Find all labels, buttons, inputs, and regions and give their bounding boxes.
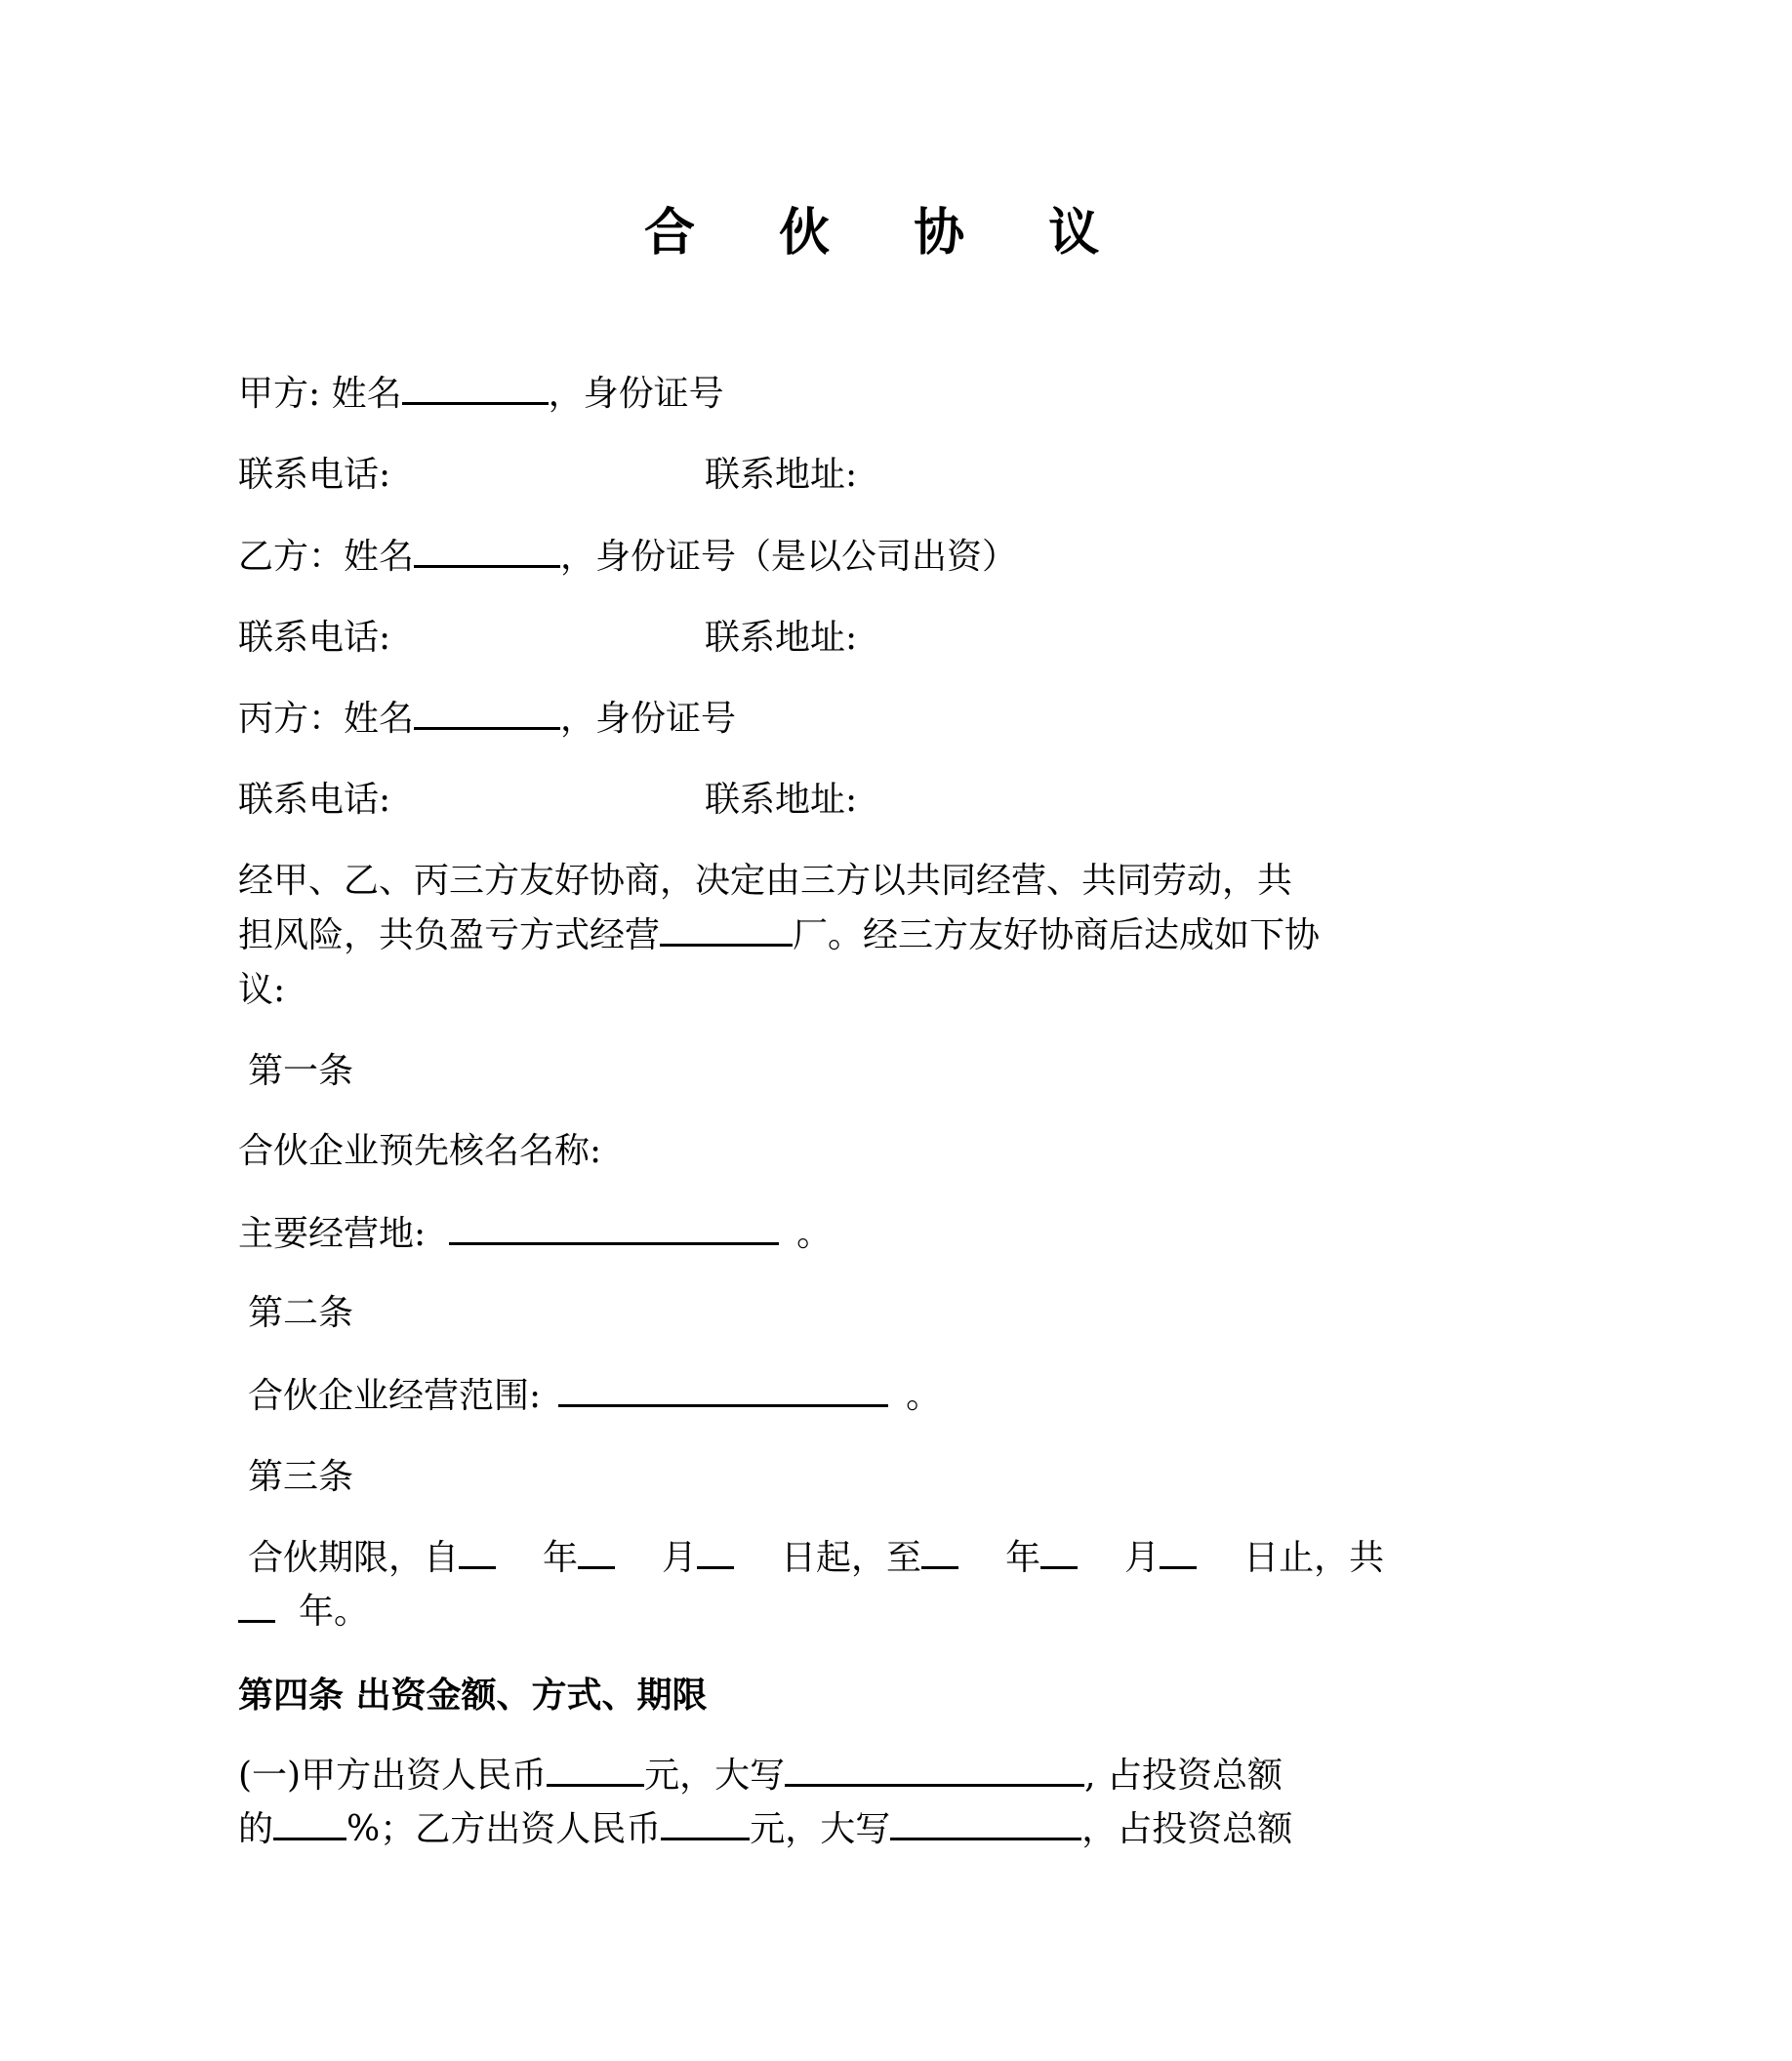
article-3-heading: 第三条 <box>248 1457 354 1497</box>
party-b-amount-words-blank[interactable] <box>890 1808 1081 1840</box>
contribution-text: (一)甲方出资人民币 <box>238 1756 548 1796</box>
party-c-id-label: ，身份证号 <box>560 699 737 739</box>
party-c-phone-label: 联系电话: <box>238 780 391 820</box>
party-a-amount-words-blank[interactable] <box>785 1755 1084 1787</box>
period: 。 <box>906 1376 942 1416</box>
term-text: 年 <box>1005 1538 1041 1578</box>
intro-line-3: 议: <box>238 970 286 1010</box>
total-years-blank[interactable] <box>238 1591 275 1623</box>
contribution-text: %；乙方出资人民币 <box>346 1809 662 1849</box>
business-place-label: 主要经营地: <box>238 1214 427 1254</box>
factory-name-blank[interactable] <box>660 914 793 947</box>
article-2-heading: 第二条 <box>248 1293 354 1333</box>
start-year-blank[interactable] <box>459 1537 496 1569</box>
business-place-blank[interactable] <box>449 1213 779 1245</box>
contribution-text: 元，大写 <box>644 1756 786 1796</box>
party-b-amount-blank[interactable] <box>661 1808 750 1840</box>
party-b-phone-label: 联系电话: <box>238 618 391 658</box>
intro-line-1: 经甲、乙、丙三方友好协商，决定由三方以共同经营、共同劳动，共 <box>238 861 1293 901</box>
intro-line-2 <box>238 914 1320 957</box>
enterprise-name-label: 合伙企业预先核名名称: <box>238 1131 602 1171</box>
intro-text: 担风险，共负盈亏方式经营 <box>238 915 661 955</box>
contribution-text: 元，大写 <box>750 1809 891 1849</box>
party-a-phone-label: 联系电话: <box>238 455 391 495</box>
end-year-blank[interactable] <box>921 1537 958 1569</box>
period: 。 <box>796 1214 833 1254</box>
party-b-name-label: 乙方：姓名 <box>238 537 415 577</box>
business-scope-label: 合伙企业经营范围: <box>248 1376 542 1416</box>
article-4-heading: 第四条 出资金额、方式、期限 <box>238 1675 708 1716</box>
party-c-name-label: 丙方：姓名 <box>238 699 415 739</box>
party-a-id-label: ，身份证号 <box>548 374 724 414</box>
party-a-amount-blank[interactable] <box>547 1755 644 1787</box>
business-scope-blank[interactable] <box>558 1375 888 1407</box>
term-text: 日止，共 <box>1243 1538 1385 1578</box>
party-a-address-label: 联系地址: <box>705 455 858 495</box>
contribution-text: 的 <box>238 1809 274 1849</box>
contribution-text: ，占投资总额 <box>1081 1809 1293 1849</box>
start-day-blank[interactable] <box>697 1537 734 1569</box>
party-b-line <box>238 536 1017 579</box>
term-text: 合伙期限，自 <box>248 1538 460 1578</box>
term-line-2 <box>238 1591 369 1634</box>
term-line <box>248 1537 1384 1580</box>
term-text: 年。 <box>299 1592 370 1632</box>
start-month-blank[interactable] <box>578 1537 615 1569</box>
party-b-contact <box>238 617 858 660</box>
party-c-contact <box>238 779 858 822</box>
party-c-line <box>238 698 736 741</box>
contribution-text: , 占投资总额 <box>1084 1756 1283 1796</box>
contribution-line-1 <box>238 1755 1283 1798</box>
end-day-blank[interactable] <box>1160 1537 1197 1569</box>
business-place-line <box>238 1213 832 1256</box>
term-text: 月 <box>662 1538 698 1578</box>
party-c-name-blank[interactable] <box>414 698 560 730</box>
party-a-line <box>238 373 724 416</box>
end-month-blank[interactable] <box>1040 1537 1078 1569</box>
party-a-name-label: 甲方: 姓名 <box>238 374 402 414</box>
term-text: 月 <box>1124 1538 1161 1578</box>
term-text: 年 <box>543 1538 579 1578</box>
article-1-heading: 第一条 <box>248 1051 354 1091</box>
party-a-contact <box>238 454 858 497</box>
party-a-percent-blank[interactable] <box>273 1808 346 1840</box>
contribution-line-2 <box>238 1808 1292 1851</box>
term-text: 日起，至 <box>781 1538 922 1578</box>
party-a-name-blank[interactable] <box>402 373 549 405</box>
party-c-address-label: 联系地址: <box>705 780 858 820</box>
party-b-name-blank[interactable] <box>414 536 560 568</box>
intro-text: 厂。经三方友好协商后达成如下协 <box>793 915 1321 955</box>
business-scope-line <box>248 1375 941 1418</box>
party-b-id-label: ，身份证号（是以公司出资） <box>560 537 1018 577</box>
party-b-address-label: 联系地址: <box>705 618 858 658</box>
document-title: 合 伙 协 议 <box>644 203 1133 263</box>
